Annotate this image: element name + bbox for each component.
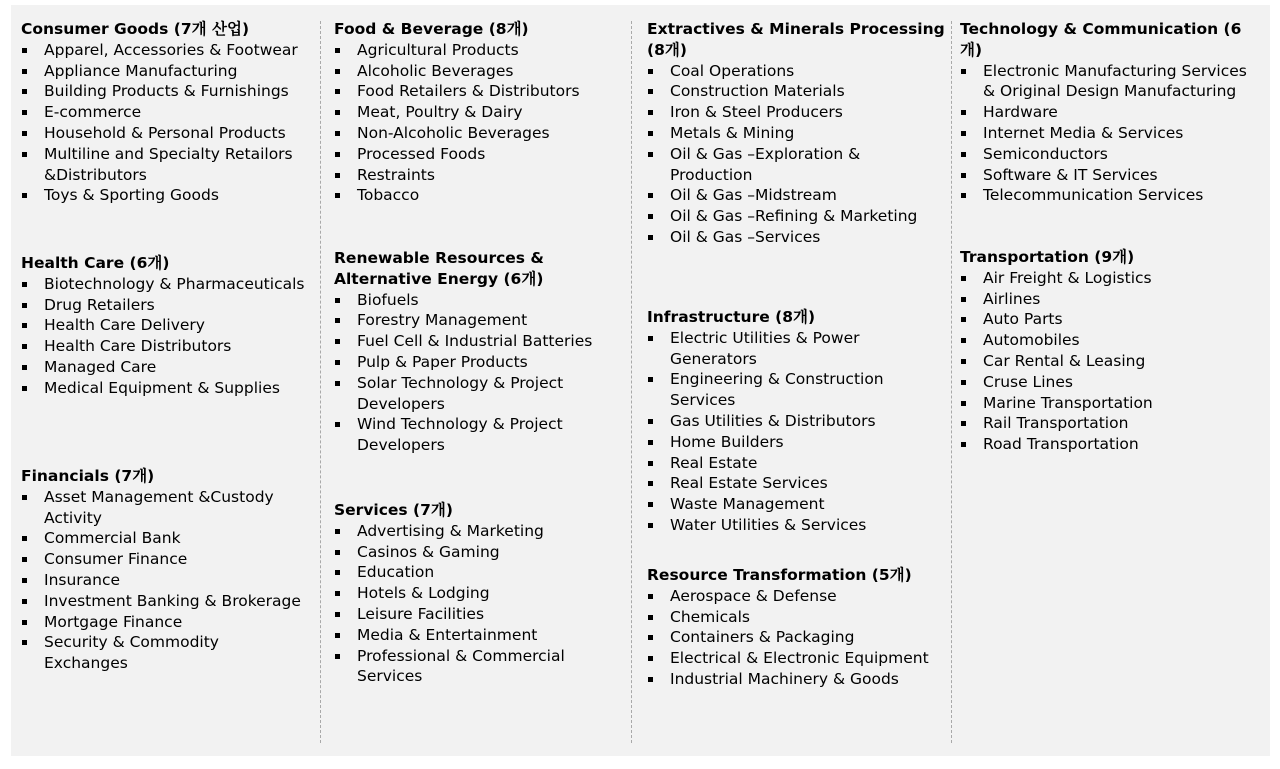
- industry-list: [334, 40, 634, 206]
- industry-name: Chemicals: [670, 607, 750, 626]
- square-bullet-icon: [648, 677, 653, 682]
- industry-list-item: [334, 144, 634, 165]
- industry-list-item: [647, 369, 947, 411]
- industry-name: Drug Retailers: [44, 295, 155, 314]
- industry-section: [647, 307, 947, 536]
- industry-list-item: [21, 295, 321, 316]
- industry-name: Asset Management &Custody: [44, 487, 274, 506]
- industry-section: [21, 466, 321, 674]
- industry-list: [334, 290, 634, 456]
- industry-list-item: [21, 315, 321, 336]
- square-bullet-icon: [335, 48, 340, 53]
- square-bullet-icon: [335, 422, 340, 427]
- industry-section: [21, 19, 321, 206]
- industry-name: Road Transportation: [983, 435, 1139, 454]
- square-bullet-icon: [335, 339, 340, 344]
- square-bullet-icon: [648, 214, 653, 219]
- industry-list-item: [647, 473, 947, 494]
- industry-name: Metals & Mining: [670, 123, 795, 142]
- industry-name: Gas Utilities & Distributors: [670, 411, 876, 430]
- industry-name: Electric Utilities & Power: [670, 328, 860, 347]
- industry-name: Semiconductors: [983, 144, 1108, 163]
- industry-list-item: [960, 434, 1260, 455]
- square-bullet-icon: [961, 442, 966, 447]
- industry-list-item: [21, 570, 321, 591]
- industry-list-item: [960, 330, 1260, 351]
- industry-list-item: [334, 310, 634, 331]
- industry-section: [334, 500, 634, 687]
- industry-list-item: [334, 61, 634, 82]
- section-title: [334, 248, 634, 290]
- square-bullet-icon: [22, 69, 27, 74]
- industry-list-item: [960, 289, 1260, 310]
- industry-name: Security & Commodity: [44, 633, 219, 652]
- industry-name: Engineering & Construction: [670, 370, 884, 389]
- industry-name: Oil & Gas –Services: [670, 227, 821, 246]
- square-bullet-icon: [961, 152, 966, 157]
- industry-name: Activity: [44, 508, 102, 527]
- industry-list-item: [334, 81, 634, 102]
- square-bullet-icon: [22, 495, 27, 500]
- industry-list-item: [334, 414, 634, 456]
- industry-list-item: [647, 81, 947, 102]
- industry-list-item: [334, 521, 634, 542]
- section-title: Services (7개): [334, 501, 453, 519]
- industry-list: [647, 586, 947, 690]
- industry-name: Automobiles: [983, 331, 1080, 350]
- industry-classification-panel: [11, 5, 1270, 756]
- industry-list-item: [334, 646, 634, 688]
- industry-list-item: [647, 123, 947, 144]
- industry-list-item: [647, 411, 947, 432]
- square-bullet-icon: [961, 131, 966, 136]
- industry-list-item: [334, 373, 634, 415]
- industry-list-item: [647, 144, 947, 186]
- industry-name: Media & Entertainment: [357, 625, 538, 644]
- industry-name: Solar Technology & Project: [357, 373, 564, 392]
- industry-name: Advertising & Marketing: [357, 521, 544, 540]
- industry-list-item: [21, 102, 321, 123]
- industry-name: Casinos & Gaming: [357, 542, 500, 561]
- industry-name: Electronic Manufacturing Services: [983, 61, 1247, 80]
- square-bullet-icon: [22, 152, 27, 157]
- section-title: Financials (7개): [21, 467, 155, 485]
- industry-name: Containers & Packaging: [670, 628, 855, 647]
- square-bullet-icon: [335, 529, 340, 534]
- industry-list-item: [647, 328, 947, 370]
- square-bullet-icon: [335, 131, 340, 136]
- industry-name: E-commerce: [44, 103, 142, 122]
- industry-name: Medical Equipment & Supplies: [44, 378, 280, 397]
- industry-list-item: [960, 61, 1260, 103]
- industry-list-item: [21, 549, 321, 570]
- industry-list-item: [960, 165, 1260, 186]
- industry-name: Mortgage Finance: [44, 612, 183, 631]
- square-bullet-icon: [335, 318, 340, 323]
- industry-list: [647, 61, 947, 248]
- square-bullet-icon: [335, 612, 340, 617]
- square-bullet-icon: [335, 360, 340, 365]
- industry-name: Multiline and Specialty Retailors: [44, 144, 293, 163]
- industry-name: Building Products & Furnishings: [44, 82, 289, 101]
- square-bullet-icon: [335, 570, 340, 575]
- square-bullet-icon: [335, 550, 340, 555]
- industry-list-item: [334, 331, 634, 352]
- square-bullet-icon: [648, 235, 653, 240]
- industry-name: Home Builders: [670, 432, 784, 451]
- section-title-line: Extractives & Minerals Processing: [647, 20, 945, 38]
- industry-list: [21, 274, 321, 399]
- industry-name: Managed Care: [44, 357, 157, 376]
- square-bullet-icon: [22, 365, 27, 370]
- industry-name: Services: [357, 667, 423, 686]
- industry-list-item: [334, 604, 634, 625]
- square-bullet-icon: [961, 401, 966, 406]
- section-title-line: (8개): [647, 40, 687, 59]
- industry-name: Investment Banking & Brokerage: [44, 591, 301, 610]
- industry-section: [647, 19, 947, 248]
- industry-list-item: [647, 102, 947, 123]
- industry-list-item: [647, 494, 947, 515]
- industry-name: Alcoholic Beverages: [357, 61, 514, 80]
- industry-name: Rail Transportation: [983, 414, 1129, 433]
- industry-list-item: [334, 625, 634, 646]
- square-bullet-icon: [648, 377, 653, 382]
- industry-list-item: [334, 185, 634, 206]
- section-title-line: Renewable Resources &: [334, 249, 544, 267]
- industry-name: Construction Materials: [670, 82, 845, 101]
- industry-list-item: [21, 185, 321, 206]
- industry-list-item: [647, 432, 947, 453]
- section-title: Resource Transformation (5개): [647, 566, 912, 584]
- square-bullet-icon: [335, 152, 340, 157]
- square-bullet-icon: [335, 110, 340, 115]
- industry-list-item: [960, 123, 1260, 144]
- industry-list: [960, 268, 1260, 455]
- square-bullet-icon: [961, 110, 966, 115]
- industry-list-item: [21, 61, 321, 82]
- square-bullet-icon: [22, 323, 27, 328]
- square-bullet-icon: [22, 110, 27, 115]
- industry-name: Auto Parts: [983, 310, 1063, 329]
- industry-list-item: [647, 453, 947, 474]
- industry-name: Air Freight & Logistics: [983, 268, 1152, 287]
- industry-list-item: [647, 648, 947, 669]
- industry-list-item: [21, 81, 321, 102]
- industry-name: Telecommunication Services: [983, 186, 1204, 205]
- square-bullet-icon: [648, 635, 653, 640]
- industry-list-item: [960, 413, 1260, 434]
- square-bullet-icon: [648, 419, 653, 424]
- industry-list-item: [334, 290, 634, 311]
- square-bullet-icon: [22, 193, 27, 198]
- industry-name: Hardware: [983, 103, 1058, 122]
- industry-list-item: [647, 185, 947, 206]
- industry-name: Cruse Lines: [983, 372, 1073, 391]
- industry-section: [334, 248, 634, 456]
- square-bullet-icon: [22, 282, 27, 287]
- industry-name: Apparel, Accessories & Footwear: [44, 40, 298, 59]
- industry-section: [647, 565, 947, 690]
- industry-list-item: [647, 206, 947, 227]
- industry-list-item: [21, 274, 321, 295]
- square-bullet-icon: [648, 193, 653, 198]
- industry-name: Toys & Sporting Goods: [44, 186, 219, 205]
- square-bullet-icon: [648, 523, 653, 528]
- industry-name: Oil & Gas –Midstream: [670, 186, 837, 205]
- section-title: Infrastructure (8개): [647, 308, 816, 326]
- industry-list-item: [960, 351, 1260, 372]
- industry-list-item: [647, 61, 947, 82]
- section-title-line: Alternative Energy (6개): [334, 269, 544, 288]
- industry-list-item: [334, 562, 634, 583]
- industry-list-item: [647, 515, 947, 536]
- square-bullet-icon: [961, 421, 966, 426]
- square-bullet-icon: [335, 298, 340, 303]
- section-title: [647, 19, 947, 61]
- square-bullet-icon: [961, 69, 966, 74]
- square-bullet-icon: [961, 276, 966, 281]
- industry-list-item: [960, 185, 1260, 206]
- column-divider: [951, 21, 952, 743]
- square-bullet-icon: [22, 578, 27, 583]
- industry-list: [334, 521, 634, 687]
- industry-name: Appliance Manufacturing: [44, 61, 238, 80]
- industry-name: Generators: [670, 349, 757, 368]
- section-title: Food & Beverage (8개): [334, 20, 529, 38]
- industry-list: [21, 487, 321, 674]
- industry-name: & Original Design Manufacturing: [983, 82, 1237, 101]
- square-bullet-icon: [22, 89, 27, 94]
- industry-list-item: [960, 309, 1260, 330]
- industry-list-item: [334, 583, 634, 604]
- square-bullet-icon: [22, 557, 27, 562]
- industry-name: Tobacco: [357, 186, 420, 205]
- industry-list-item: [960, 102, 1260, 123]
- industry-list-item: [21, 123, 321, 144]
- industry-name: Developers: [357, 436, 445, 455]
- section-title: Technology & Communication (6개): [960, 20, 1242, 59]
- square-bullet-icon: [335, 591, 340, 596]
- industry-list-item: [21, 336, 321, 357]
- industry-name: Non-Alcoholic Beverages: [357, 123, 550, 142]
- industry-name: Leisure Facilities: [357, 604, 485, 623]
- square-bullet-icon: [961, 338, 966, 343]
- square-bullet-icon: [335, 381, 340, 386]
- industry-name: Airlines: [983, 289, 1041, 308]
- industry-list-item: [334, 123, 634, 144]
- industry-list: [21, 40, 321, 206]
- industry-list-item: [960, 372, 1260, 393]
- industry-name: Services: [670, 391, 736, 410]
- square-bullet-icon: [961, 297, 966, 302]
- square-bullet-icon: [648, 594, 653, 599]
- industry-name: Electrical & Electronic Equipment: [670, 649, 929, 668]
- industry-name: Car Rental & Leasing: [983, 351, 1146, 370]
- square-bullet-icon: [648, 656, 653, 661]
- industry-name: Agricultural Products: [357, 40, 519, 59]
- industry-list-item: [647, 227, 947, 248]
- industry-name: Aerospace & Defense: [670, 586, 837, 605]
- industry-name: Health Care Distributors: [44, 337, 232, 356]
- square-bullet-icon: [961, 173, 966, 178]
- square-bullet-icon: [335, 89, 340, 94]
- industry-name: Food Retailers & Distributors: [357, 82, 580, 101]
- industry-name: Production: [670, 165, 753, 184]
- section-title: Consumer Goods (7개 산업): [21, 20, 250, 38]
- industry-list-item: [21, 144, 321, 186]
- industry-list-item: [960, 144, 1260, 165]
- industry-list-item: [21, 40, 321, 61]
- square-bullet-icon: [648, 110, 653, 115]
- industry-name: Internet Media & Services: [983, 123, 1184, 142]
- industry-name: Meat, Poultry & Dairy: [357, 103, 523, 122]
- square-bullet-icon: [335, 69, 340, 74]
- industry-list-item: [21, 632, 321, 674]
- industry-list: [647, 328, 947, 536]
- industry-list-item: [334, 40, 634, 61]
- square-bullet-icon: [22, 131, 27, 136]
- square-bullet-icon: [22, 536, 27, 541]
- industry-name: Industrial Machinery & Goods: [670, 669, 899, 688]
- square-bullet-icon: [648, 481, 653, 486]
- industry-list-item: [960, 393, 1260, 414]
- industry-list-item: [21, 378, 321, 399]
- industry-name: Processed Foods: [357, 144, 486, 163]
- square-bullet-icon: [22, 386, 27, 391]
- industry-name: Exchanges: [44, 654, 128, 673]
- square-bullet-icon: [648, 131, 653, 136]
- industry-list-item: [21, 357, 321, 378]
- industry-name: Real Estate: [670, 453, 758, 472]
- industry-section: [334, 19, 634, 206]
- industry-list-item: [334, 102, 634, 123]
- industry-name: Health Care Delivery: [44, 316, 205, 335]
- industry-name: Real Estate Services: [670, 474, 828, 493]
- industry-name: Marine Transportation: [983, 393, 1153, 412]
- industry-list-item: [960, 268, 1260, 289]
- square-bullet-icon: [961, 193, 966, 198]
- industry-section: [21, 253, 321, 399]
- industry-name: Developers: [357, 394, 445, 413]
- industry-list-item: [21, 487, 321, 529]
- industry-list-item: [647, 669, 947, 690]
- industry-name: &Distributors: [44, 165, 147, 184]
- industry-section: [960, 19, 1260, 206]
- industry-name: Water Utilities & Services: [670, 515, 867, 534]
- industry-name: Commercial Bank: [44, 529, 181, 548]
- square-bullet-icon: [22, 599, 27, 604]
- industry-list-item: [334, 165, 634, 186]
- square-bullet-icon: [648, 89, 653, 94]
- square-bullet-icon: [22, 344, 27, 349]
- industry-name: Insurance: [44, 570, 121, 589]
- square-bullet-icon: [22, 640, 27, 645]
- industry-name: Oil & Gas –Refining & Marketing: [670, 207, 918, 226]
- square-bullet-icon: [335, 654, 340, 659]
- square-bullet-icon: [648, 502, 653, 507]
- industry-list-item: [334, 542, 634, 563]
- industry-name: Pulp & Paper Products: [357, 352, 528, 371]
- square-bullet-icon: [22, 48, 27, 53]
- square-bullet-icon: [335, 633, 340, 638]
- industry-list-item: [334, 352, 634, 373]
- industry-name: Consumer Finance: [44, 550, 188, 569]
- square-bullet-icon: [335, 173, 340, 178]
- industry-name: Household & Personal Products: [44, 123, 286, 142]
- industry-name: Restraints: [357, 165, 435, 184]
- industry-name: Software & IT Services: [983, 165, 1158, 184]
- industry-name: Biotechnology & Pharmaceuticals: [44, 274, 305, 293]
- industry-section: [960, 247, 1260, 455]
- industry-name: Oil & Gas –Exploration &: [670, 144, 861, 163]
- industry-name: Hotels & Lodging: [357, 584, 490, 603]
- square-bullet-icon: [961, 380, 966, 385]
- section-title: Transportation (9개): [960, 248, 1135, 266]
- industry-name: Fuel Cell & Industrial Batteries: [357, 332, 593, 351]
- industry-list-item: [647, 586, 947, 607]
- industry-name: Waste Management: [670, 495, 825, 514]
- industry-name: Biofuels: [357, 290, 419, 309]
- industry-name: Education: [357, 563, 435, 582]
- industry-name: Forestry Management: [357, 311, 528, 330]
- square-bullet-icon: [961, 317, 966, 322]
- square-bullet-icon: [648, 615, 653, 620]
- industry-list-item: [21, 591, 321, 612]
- industry-list: [960, 61, 1260, 207]
- square-bullet-icon: [22, 303, 27, 308]
- industry-name: Wind Technology & Project: [357, 415, 563, 434]
- industry-name: Coal Operations: [670, 61, 795, 80]
- square-bullet-icon: [22, 620, 27, 625]
- square-bullet-icon: [648, 336, 653, 341]
- section-title: Health Care (6개): [21, 254, 170, 272]
- square-bullet-icon: [648, 440, 653, 445]
- industry-list-item: [21, 528, 321, 549]
- industry-list-item: [21, 612, 321, 633]
- industry-name: Iron & Steel Producers: [670, 103, 843, 122]
- square-bullet-icon: [335, 193, 340, 198]
- industry-list-item: [647, 627, 947, 648]
- square-bullet-icon: [648, 152, 653, 157]
- industry-list-item: [647, 607, 947, 628]
- square-bullet-icon: [648, 461, 653, 466]
- industry-name: Professional & Commercial: [357, 646, 565, 665]
- square-bullet-icon: [648, 69, 653, 74]
- square-bullet-icon: [961, 359, 966, 364]
